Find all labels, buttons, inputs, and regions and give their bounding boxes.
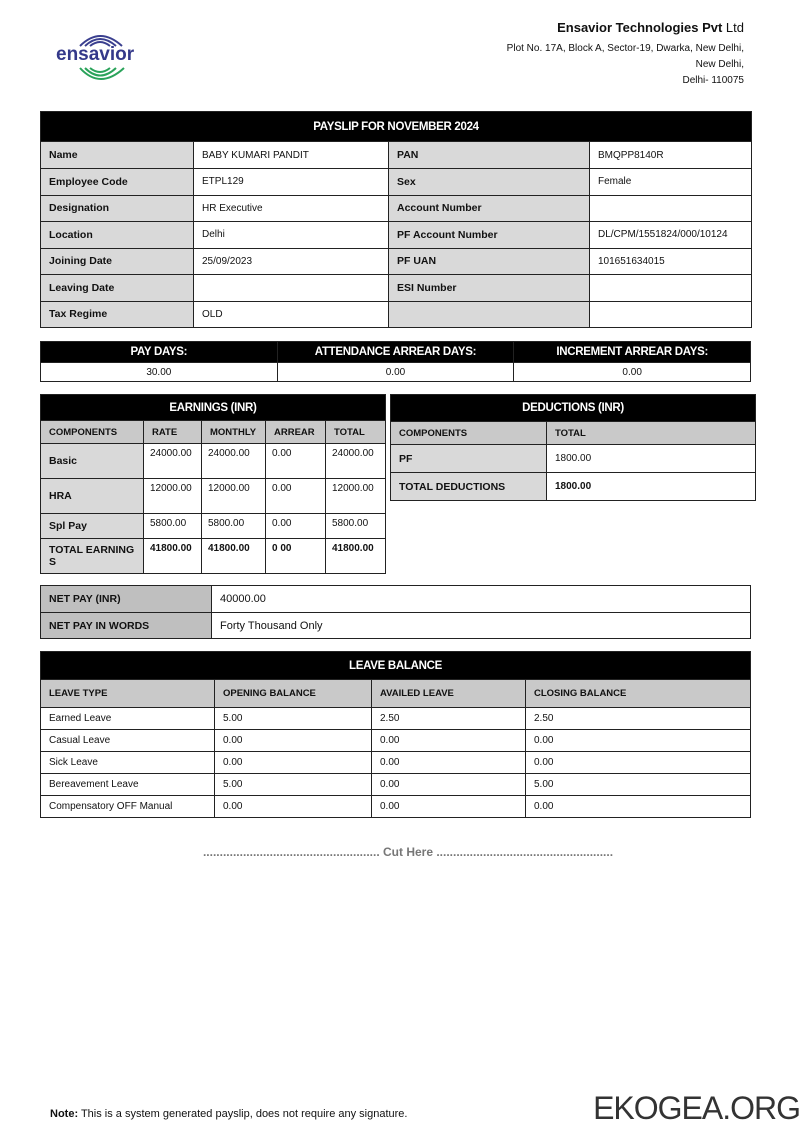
leave-value: 0.00: [215, 730, 372, 752]
days-value: 0.00: [277, 363, 514, 382]
amount: 0.00: [266, 444, 326, 479]
leave-row: [41, 730, 751, 752]
field-value: [590, 301, 752, 328]
earnings-row: [41, 539, 386, 574]
field-label: Sex: [389, 169, 590, 196]
leave-col-header: CLOSING BALANCE: [526, 680, 751, 708]
amount: 0.00: [266, 479, 326, 514]
amount: 1800.00: [547, 445, 756, 473]
component-name: TOTAL DEDUCTIONS: [391, 473, 547, 501]
net-pay-value: 40000.00: [212, 586, 751, 613]
field-label: Tax Regime: [41, 301, 194, 328]
days-table: [40, 341, 751, 382]
leave-value: 5.00: [215, 774, 372, 796]
field-value: HR Executive: [194, 195, 389, 222]
field-label: Name: [41, 142, 194, 169]
field-label: Account Number: [389, 195, 590, 222]
field-label: Employee Code: [41, 169, 194, 196]
amount: 1800.00: [547, 473, 756, 501]
deductions-row: [391, 473, 756, 501]
leave-type: Compensatory OFF Manual: [41, 796, 215, 818]
days-header: ATTENDANCE ARREAR DAYS:: [277, 342, 514, 363]
leave-value: 2.50: [372, 708, 526, 730]
component-name: Basic: [41, 444, 144, 479]
company-suffix: Ltd: [722, 20, 744, 35]
days-header: PAY DAYS:: [41, 342, 278, 363]
field-label: Joining Date: [41, 248, 194, 275]
logo-text: ensavior: [56, 44, 135, 65]
leave-value: 0.00: [215, 796, 372, 818]
amount: 0.00: [266, 514, 326, 539]
amount: 5800.00: [326, 514, 386, 539]
leave-value: 5.00: [215, 708, 372, 730]
cut-line: ..................................................... Cut Here .....................................................: [202, 845, 614, 859]
company-header: [507, 20, 744, 89]
amount: 12000.00: [326, 479, 386, 514]
amount: 5800.00: [202, 514, 266, 539]
field-label: PF UAN: [389, 248, 590, 275]
deductions-col-header: TOTAL: [547, 422, 756, 445]
amount: 12000.00: [144, 479, 202, 514]
earnings-row: [41, 444, 386, 479]
field-value: 25/09/2023: [194, 248, 389, 275]
net-words-label: NET PAY IN WORDS: [41, 613, 212, 639]
earnings-table: [40, 394, 386, 574]
net-words-value: Forty Thousand Only: [212, 613, 751, 639]
deductions-title: DEDUCTIONS (INR): [391, 395, 756, 422]
field-value: BMQPP8140R: [590, 142, 752, 169]
earnings-row: [41, 514, 386, 539]
leave-value: 5.00: [526, 774, 751, 796]
note-text: This is a system generated payslip, does not require any signature.: [78, 1108, 408, 1120]
employee-row: [41, 301, 752, 328]
amount: 24000.00: [326, 444, 386, 479]
amount: 41800.00: [326, 539, 386, 574]
company-logo: [52, 28, 147, 88]
earnings-col-header: TOTAL: [326, 421, 386, 444]
leave-title: LEAVE BALANCE: [41, 652, 751, 680]
component-name: Spl Pay: [41, 514, 144, 539]
company-name: Ensavior Technologies Pvt: [557, 20, 723, 35]
field-value: [194, 275, 389, 302]
leave-type: Bereavement Leave: [41, 774, 215, 796]
earnings-col-header: RATE: [144, 421, 202, 444]
field-label: ESI Number: [389, 275, 590, 302]
amount: 0 00: [266, 539, 326, 574]
amount: 24000.00: [202, 444, 266, 479]
field-value: Delhi: [194, 222, 389, 249]
employee-row: [41, 222, 752, 249]
amount: 5800.00: [144, 514, 202, 539]
net-pay-label: NET PAY (INR): [41, 586, 212, 613]
leave-row: [41, 774, 751, 796]
earnings-col-header: MONTHLY: [202, 421, 266, 444]
field-value: [590, 195, 752, 222]
leave-col-header: LEAVE TYPE: [41, 680, 215, 708]
earnings-col-header: COMPONENTS: [41, 421, 144, 444]
deductions-table: [390, 394, 756, 501]
earnings-title: EARNINGS (INR): [41, 395, 386, 421]
field-value: OLD: [194, 301, 389, 328]
leave-value: 0.00: [372, 774, 526, 796]
days-value: 30.00: [41, 363, 278, 382]
net-pay-table: [40, 585, 751, 639]
address-line: Delhi- 110075: [682, 75, 744, 86]
field-value: 101651634015: [590, 248, 752, 275]
days-header: INCREMENT ARREAR DAYS:: [514, 342, 751, 363]
leave-row: [41, 708, 751, 730]
amount: 41800.00: [202, 539, 266, 574]
field-label: PAN: [389, 142, 590, 169]
leave-row: [41, 796, 751, 818]
leave-type: Casual Leave: [41, 730, 215, 752]
leave-value: 0.00: [526, 752, 751, 774]
footer-note: [50, 1108, 407, 1120]
employee-row: [41, 195, 752, 222]
employee-row: [41, 169, 752, 196]
field-value: Female: [590, 169, 752, 196]
leave-value: 0.00: [526, 730, 751, 752]
leave-value: 0.00: [372, 730, 526, 752]
field-value: DL/CPM/1551824/000/10124: [590, 222, 752, 249]
watermark: EKOGEA.ORG: [593, 1090, 800, 1126]
field-label: Location: [41, 222, 194, 249]
field-label: PF Account Number: [389, 222, 590, 249]
amount: 41800.00: [144, 539, 202, 574]
leave-row: [41, 752, 751, 774]
earnings-col-header: ARREAR: [266, 421, 326, 444]
field-value: [590, 275, 752, 302]
component-name: HRA: [41, 479, 144, 514]
employee-table: [40, 111, 752, 328]
employee-row: [41, 275, 752, 302]
address-line: Plot No. 17A, Block A, Sector-19, Dwarka, New Delhi,: [506, 43, 744, 54]
field-label: Designation: [41, 195, 194, 222]
employee-row: [41, 248, 752, 275]
field-label: [389, 301, 590, 328]
leave-col-header: OPENING BALANCE: [215, 680, 372, 708]
amount: 24000.00: [144, 444, 202, 479]
address-line: New Delhi,: [695, 59, 744, 70]
amount: 12000.00: [202, 479, 266, 514]
deductions-col-header: COMPONENTS: [391, 422, 547, 445]
days-value: 0.00: [514, 363, 751, 382]
leave-type: Sick Leave: [41, 752, 215, 774]
payslip-title: PAYSLIP FOR NOVEMBER 2024: [41, 112, 752, 142]
leave-value: 0.00: [526, 796, 751, 818]
earnings-row: [41, 479, 386, 514]
deductions-row: [391, 445, 756, 473]
note-label: Note:: [50, 1108, 79, 1120]
leave-value: 0.00: [215, 752, 372, 774]
leave-table: [40, 651, 751, 818]
component-name: PF: [391, 445, 547, 473]
employee-row: [41, 142, 752, 169]
field-value: BABY KUMARI PANDIT: [194, 142, 389, 169]
leave-value: 0.00: [372, 752, 526, 774]
field-label: Leaving Date: [41, 275, 194, 302]
component-name: TOTAL EARNINGS: [41, 539, 144, 574]
leave-type: Earned Leave: [41, 708, 215, 730]
leave-col-header: AVAILED LEAVE: [372, 680, 526, 708]
leave-value: 2.50: [526, 708, 751, 730]
field-value: ETPL129: [194, 169, 389, 196]
leave-value: 0.00: [372, 796, 526, 818]
